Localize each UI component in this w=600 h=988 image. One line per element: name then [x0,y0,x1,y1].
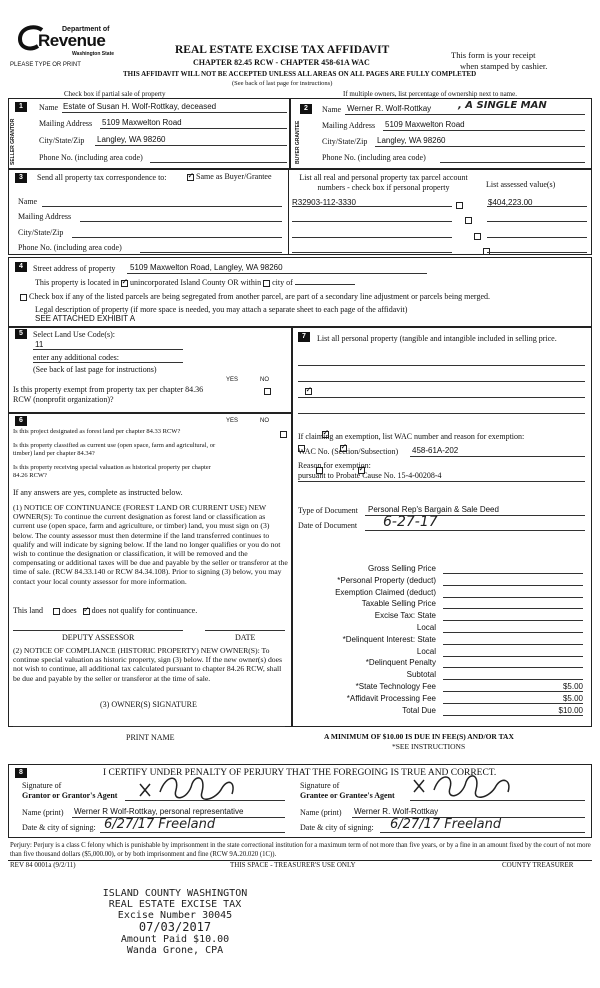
parcel-line-3 [292,237,452,238]
located-label: This property is located in [35,278,119,287]
date-label: DATE [235,633,256,642]
assessed-line-1 [487,206,587,207]
treasurer-stamp [95,888,255,956]
does-not-label: does not qualify for continuance. [91,606,198,615]
fee-label: Excise Tax: State [374,611,436,621]
assessed-line-4 [487,252,587,253]
buyer-city-line [375,146,585,147]
fee-row [298,588,588,600]
fee-label: *Personal Property (deduct) [337,575,436,585]
reason-value[interactable]: pursuant to Probate Cause No. 15-4-00208-4 [298,471,442,480]
fee-label: *Delinquent Penalty [365,658,436,668]
historic-no-checkbox[interactable] [358,467,365,474]
section-3-badge: 3 [15,173,27,183]
fee-value[interactable] [443,611,583,621]
seller-city-line [95,145,287,146]
land-use-line [33,349,183,350]
partial-sale-row [64,90,165,98]
segregated-label: Check box if any of the listed parcels are being segregated from another parcel, are part of a secondary line adjustment or parcels being merged. [29,292,490,301]
grantor-name[interactable]: Werner R Wolf-Rottkay, personal representative [74,807,244,816]
fee-row [298,635,588,647]
does-label: does [62,606,77,615]
city-line [295,284,355,285]
form-warning: THIS AFFIDAVIT WILL NOT BE ACCEPTED UNLESS ALL AREAS ON ALL PAGES ARE FULLY COMPLETED [123,70,477,78]
same-as-buyer-checkbox[interactable] [187,174,194,181]
section-3-divider [288,169,289,255]
stamp-line-5: Amount Paid $10.00 [120,934,230,945]
fee-label: Gross Selling Price [367,564,436,573]
parcel-line-2 [292,221,452,222]
assessed-label: List assessed value(s) [486,180,556,189]
fee-value[interactable] [443,658,583,668]
dor-logo [12,22,122,64]
grantee-signature-icon [412,768,522,804]
grantor-signature-icon [136,770,246,806]
partial-sale-label: Check box if partial sale of property [64,90,166,98]
minimum-due: A MINIMUM OF $10.00 IS DUE IN FEE(S) AND/OR TAX [324,732,514,741]
reason-label: Reason for exemption: [298,461,371,470]
grantee-date[interactable]: 6/27/17 Freeland [390,817,502,832]
seller-mail-line [100,128,287,129]
located-mid: unincorporated Island County OR within [129,278,262,287]
forest-yes-checkbox[interactable] [280,431,287,438]
corr-name-label: Name [18,197,38,206]
parcel-number[interactable]: R32903-112-3330 [292,198,356,207]
buyer-mail-line [383,130,585,131]
city-of-label: city of [272,278,293,287]
does-qualify-checkbox[interactable] [53,608,60,615]
current-use-question: Is this property classified as current use (open space, farm and agricultural, or timber) land per chapter 84.34? [13,442,216,457]
section-5-badge: 5 [15,329,27,339]
grantor-date[interactable]: 6/27/17 Freeland [104,817,216,832]
exempt-yes-checkbox[interactable] [264,388,271,395]
personal-line-2 [298,381,585,382]
exemption-label: If claiming an exemption, list WAC number and reason for exemption: [298,432,525,441]
personal-line-4 [298,413,585,414]
corr-phone-label: Phone No. (including area code) [18,243,122,252]
notice-continuance: (1) NOTICE OF CONTINUANCE (FOREST LAND OR CURRENT USE) NEW OWNER(S): To continue the current designation as forest land or classification as current use (open space, farm and agriculture, or timber) land, you must sign on (3) below. The county assessor must then determine if the land transferred continues to qualify and will indicate by signing below. If the land no longer qualifies or you do not wish to continue the designation or classification, it will be removed and the compensating or additional taxes will be due and payable by the seller or transferor at the time of sale. (RCW 84.33.140 or RCW 84.34.108). Prior to signing (3) below, you may contact your local county assessor for more information. [13,503,288,586]
receipt-line-2: when stamped by cashier. [460,61,548,71]
street-label: Street address of property [33,264,116,273]
corr-mail-line [80,221,282,222]
seller-mail[interactable]: 5109 Maxwelton Road [102,118,182,127]
segregated-checkbox[interactable] [20,294,27,301]
date-line [205,630,285,631]
same-as-buyer-label: Same as Buyer/Grantee [196,172,272,181]
fee-value[interactable] [443,588,583,598]
fee-value[interactable]: $5.00 [443,682,583,692]
form-title: REAL ESTATE EXCISE TAX AFFIDAVIT [175,44,390,56]
if-yes-note: If any answers are yes, complete as instructed below. [13,488,183,497]
doc-date-label: Date of Document [298,521,358,530]
fee-row [298,623,588,635]
doc-date-line [365,530,585,531]
buyer-city-label: City/State/Zip [322,137,368,146]
perjury-note: Perjury: Perjury is a class C felony which is punishable by imprisonment in the state correctional institution for a maximum term of not more than five years, or by a fine in an amount fixed by the court of not more than five thousand dollars ($5,000.00), or by both imprisonment and fine (RCW 9A.20.020 (1C)). [10,842,591,858]
notice-compliance: (2) NOTICE OF COMPLIANCE (HISTORIC PROPERTY) NEW OWNER(S): To continue special valuation as historic property, sign (3) below. If the new owner(s) does not wish to continue, all additional tax calculated pursuant to chapter 84.26 RCW, shall be due and payable by the seller or transferor at the time of sale. [13,646,283,683]
fee-label: Local [416,622,436,632]
parcel-list-label: List all real and personal property tax parcel account numbers - check box if personal property [299,173,468,192]
forest-question: Is this project designated as forest land per chapter 84.33 RCW? [13,428,181,435]
street-address[interactable]: 5109 Maxwelton Road, Langley, WA 98260 [130,263,283,272]
exempt-question: Is this property exempt from property tax per chapter 84.36 RCW (nonprofit organization)? [13,385,204,404]
unincorporated-checkbox[interactable] [121,280,128,287]
section-1-badge: 1 [15,102,27,112]
fee-value[interactable] [443,564,583,574]
located-row [35,278,355,287]
fee-value[interactable] [443,647,583,657]
land-use-code[interactable]: 11 [35,340,44,349]
doc-date[interactable]: 6-27-17 [383,514,438,530]
buyer-name-line [345,114,585,115]
buyer-name-note: , A SINGLE MAN [458,100,547,111]
seller-city-label: City/State/Zip [39,136,85,145]
grantee-name[interactable]: Werner R. Wolf-Rottkay [354,807,439,816]
grantor-sig-of: Signature of [22,781,62,790]
receipt-line-1: This form is your receipt [451,50,536,60]
grantor-date-line [100,832,285,833]
county-treasurer: COUNTY TREASURER [502,861,574,869]
grantor-agent-label: Grantor or Grantor's Agent [22,791,118,800]
doc-type[interactable]: Personal Rep's Bargain & Sale Deed [368,505,499,514]
doc-type-label: Type of Document [298,506,358,515]
personal-property-label: List all personal property (tangible and intangible included in selling price. [317,334,557,343]
buyer-side-label: BUYER GRANTEE [295,120,301,164]
logo-sub-text: Washington State [72,51,115,57]
city-checkbox[interactable] [263,280,270,287]
historic-question: Is this property receiving special valuation as historical property per chapter 84.26 RCW? [13,464,211,479]
fee-label: *Delinquent Interest: State [342,634,436,644]
fee-value[interactable] [443,576,583,586]
qualify-row [13,606,197,615]
seller-phone-line [150,162,287,163]
certify-statement: I CERTIFY UNDER PENALTY OF PERJURY THAT THE FOREGOING IS TRUE AND CORRECT. [103,768,497,778]
corr-city-label: City/State/Zip [18,228,64,237]
personal-line-1 [298,365,585,366]
seller-mail-label: Mailing Address [39,119,93,128]
assessed-line-3 [487,237,587,238]
assessed-value[interactable]: $404,223.00 [488,198,533,207]
grantee-sig-of: Signature of [300,781,340,790]
fee-label: Local [416,646,436,656]
parcel-1-personal-checkbox[interactable] [456,202,463,209]
current-use-no-checkbox[interactable] [340,445,347,452]
seller-side-label: SELLER GRANTOR [10,118,16,166]
fee-label: *Affidavit Processing Fee [346,693,436,703]
street-line [127,273,427,274]
seller-name-label: Name [39,103,59,112]
corr-name-line [42,206,282,207]
reason-line [298,481,585,482]
corr-phone-line [140,252,282,253]
fee-row [298,647,588,659]
assessed-line-2 [487,221,587,222]
seller-name[interactable]: Estate of Susan H. Wolf-Rottkay, deceased [63,102,217,111]
grantor-name-label: Name (print) [22,808,64,817]
corr-mail-label: Mailing Address [18,212,72,221]
wac-value[interactable]: 458-61A-202 [412,446,459,455]
logo-main-text: Revenue [38,31,106,50]
does-not-qualify-checkbox[interactable] [83,608,90,615]
fee-row [298,682,588,694]
fee-value[interactable]: $5.00 [443,694,583,704]
grantee-date-line [380,832,585,833]
corr-city-line [72,237,282,238]
stamp-line-6: Wanda Grone, CPA [126,945,224,956]
historic-yes-checkbox[interactable] [316,467,323,474]
wac-label: WAC No. (Section/Subsection) [298,447,399,456]
sec6-yes-header: YES [226,418,239,424]
seller-city[interactable]: Langley, WA 98260 [97,135,166,144]
deputy-line [13,630,183,631]
parcel-2-personal-checkbox[interactable] [465,217,472,224]
treasurer-space: THIS SPACE - TREASURER'S USE ONLY [230,861,356,869]
fee-label: Taxable Selling Price [361,599,436,609]
buyer-phone-label: Phone No. (including area code) [322,153,426,162]
seller-phone-label: Phone No. (including area code) [39,153,143,162]
section-8-badge: 8 [15,768,27,778]
buyer-mail-label: Mailing Address [322,121,376,130]
fee-value[interactable] [443,623,583,633]
parcel-line-4 [292,252,452,253]
buyer-mail[interactable]: 5109 Maxwelton Road [385,120,465,129]
buyer-city[interactable]: Langley, WA 98260 [377,136,446,145]
additional-codes-label: enter any additional codes: [33,353,119,362]
fee-value[interactable] [443,670,583,680]
fee-value[interactable] [443,635,583,645]
stamp-line-1: ISLAND COUNTY WASHINGTON [102,888,248,899]
deputy-label: DEPUTY ASSESSOR [62,633,135,642]
sec5-no-header: NO [260,377,269,383]
segregated-row [20,292,490,301]
rev-number: REV 84 0001a (9/2/11) [10,861,76,869]
section-7-badge: 7 [298,332,310,342]
fee-label: Total Due [402,705,436,715]
please-type: PLEASE TYPE OR PRINT [10,62,81,68]
print-name-label: PRINT NAME [126,733,175,742]
section-6-badge: 6 [15,416,27,426]
multiple-owners-note: If multiple owners, list percentage of ownership next to name. [343,90,517,98]
stamp-line-3: Excise Number 30045 [117,910,233,921]
wac-line [410,456,585,457]
grantor-date-label: Date & city of signing: [22,823,96,832]
section-4-badge: 4 [15,262,27,272]
seller-name-line [62,112,287,113]
fee-row [298,670,588,682]
grantee-date-label: Date & city of signing: [300,823,374,832]
fee-row [298,564,588,576]
same-as-buyer-row[interactable] [187,172,272,181]
fee-row [298,706,588,718]
form-see-back: (See back of last page for instructions) [232,80,333,87]
fee-row [298,611,588,623]
buyer-name-label: Name [322,105,342,114]
fee-row [298,599,588,611]
fee-label: Exemption Claimed (deduct) [335,587,436,597]
fee-value[interactable] [443,599,583,609]
logo-top-text: Department of [62,26,110,33]
personal-line-3 [298,397,585,398]
land-use-see-back: (See back of last page for instructions) [33,365,157,374]
this-land-label: This land [13,606,43,615]
buyer-phone-line [440,162,585,163]
print-name-line [13,726,285,727]
additional-codes-line [33,362,183,363]
forest-no-checkbox[interactable] [322,431,329,438]
form-chapters: CHAPTER 82.45 RCW - CHAPTER 458-61A WAC [193,58,370,67]
fees-table [298,564,588,717]
fee-row [298,658,588,670]
stamp-line-4: 07/03/2017 [138,920,212,934]
grantee-agent-label: Grantee or Grantee's Agent [300,791,395,800]
sec5-yes-header: YES [226,377,239,383]
fee-value[interactable]: $10.00 [443,706,583,716]
fee-row [298,694,588,706]
stamp-line-2: REAL ESTATE EXCISE TAX [108,899,242,910]
fee-row [298,576,588,588]
buyer-name[interactable]: Werner R. Wolf-Rottkay [347,104,432,113]
send-correspondence-label: Send all property tax correspondence to: [37,173,167,182]
current-use-yes-checkbox[interactable] [298,445,305,452]
fee-label: Subtotal [406,670,436,680]
see-instructions: *SEE INSTRUCTIONS [392,742,466,751]
parcel-3-personal-checkbox[interactable] [474,233,481,240]
legal-label: Legal description of property (if more space is needed, you may attach a separate sheet to each page of the affidavit) [35,305,408,314]
section-2-badge: 2 [300,104,312,114]
sec6-no-header: NO [260,418,269,424]
owner-signature-label: (3) OWNER(S) SIGNATURE [100,700,197,709]
land-use-label: Select Land Use Code(s): [33,330,115,339]
parcel-line-1 [292,206,452,207]
grantee-name-label: Name (print) [300,808,342,817]
fee-label: *State Technology Fee [355,681,436,691]
legal-value[interactable]: SEE ATTACHED EXHIBIT A [35,314,136,323]
